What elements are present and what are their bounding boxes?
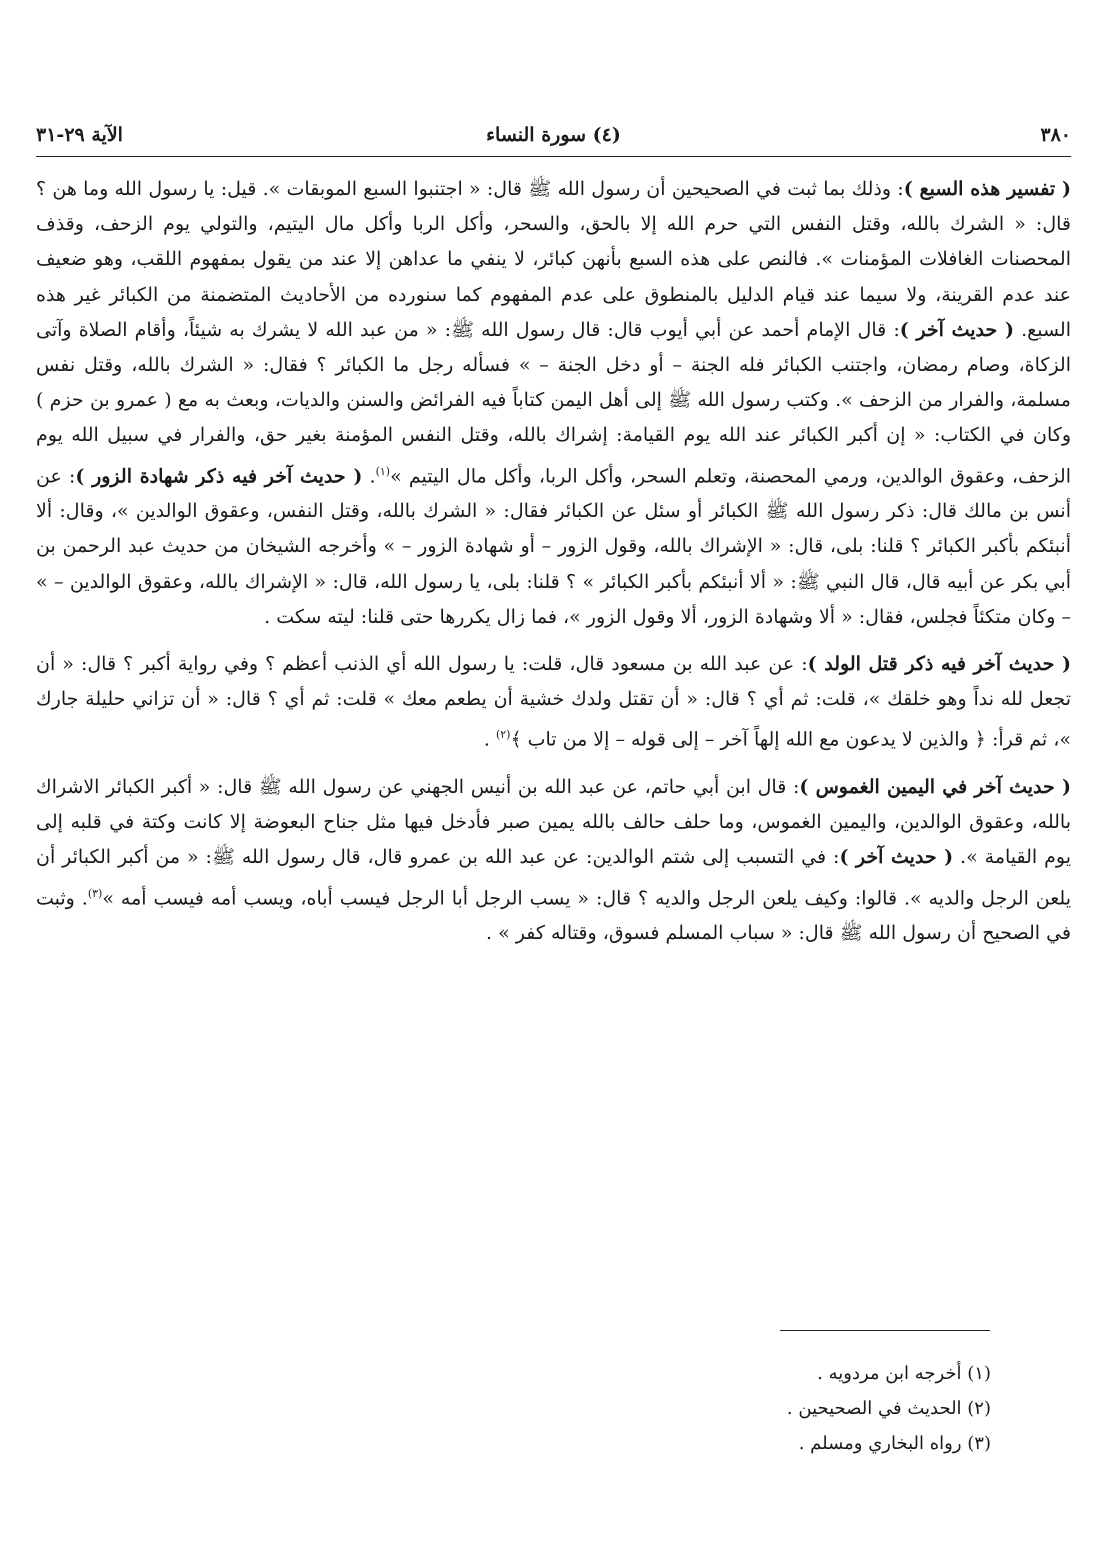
- main-text: [36, 172, 1071, 951]
- footnote-ref[interactable]: (٣): [87, 886, 103, 900]
- paragraph: [36, 770, 1071, 951]
- section-heading: ( حديث آخر ): [839, 846, 954, 869]
- footnote-rule: [780, 1330, 990, 1331]
- section-heading: ( تفسير هذه السبع ): [903, 178, 1071, 200]
- text-run: .: [362, 464, 376, 487]
- running-header: [36, 120, 1071, 152]
- section-heading: ( حديث آخر فيه ذكر قتل الولد ): [807, 652, 1072, 675]
- footnote-ref[interactable]: (٢): [495, 728, 511, 742]
- footnote-1: (١) أخرجه ابن مردويه .: [817, 1363, 991, 1384]
- text-run: : عن أنس بن مالك قال: ذكر رسول الله ﷺ الكبائر أو سئل عن الكبائر فقال: « الشرك بالله، وقتل النفس، وعقوق الوالدين »، وقال: ألا أنبئكم بأكبر الكبائر ؟ قلنا: بلى، قال: « الإشراك بالله، وقول الزور – أو شهادة الزور – » وأخرجه الشيخان من حديث عبد الرحمن بن أبي بكر عن أبيه قال، قال النبي ﷺ: « ألا أنبئكم بأكبر الكبائر » ؟ قلنا: بلى، يا رسول الله، قال: « الإشراك بالله، وعقوق الوالدين – » – وكان متكئاً فجلس، فقال: « ألا وشهادة الزور، ألا وقول الزور »، فما زال يكررها حتى قلنا: ليته سكت .: [36, 464, 1071, 628]
- text-run: : عن عبد الله بن مسعود قال، قلت: يا رسول الله أي الذنب أعظم ؟ وفي رواية أكبر ؟ قال: « أن تجعل لله نداً وهو خلقك »، قلت: ثم أي ؟ قال: « أن تقتل ولدك خشية أن يطعم معك » قلت: ثم أي ؟ قال: « أن تزاني حليلة جارك »، ثم قرأ: ﴿ والذين لا يدعون مع الله إلهاً آخر – إلى قوله – إلا من تاب ﴾: [36, 652, 1071, 751]
- footnote-ref[interactable]: (١): [375, 464, 391, 478]
- surah-title: (٤) سورة النساء: [486, 124, 621, 146]
- footnotes: [491, 1356, 991, 1461]
- text-run: : وذلك بما ثبت في الصحيحين أن رسول الله ﷺ قال: « اجتنبوا السبع الموبقات ». قيل: يا رسول الله وما هن ؟ قال: « الشرك بالله، وقتل النفس التي حرم الله إلا بالحق، والسحر، وأكل الربا وأكل مال اليتيم، والتولي يوم الزحف، وقذف المحصنات الغافلات المؤمنات ». فالنص على هذه السبع بأنهن كبائر، لا ينفي ما عداهن إلا عند من يقول بمفهوم اللقب، وهو ضعيف عند عدم القرينة، ولا سيما عند قيام الدليل بالمنطوق على عدم المفهوم كما سنورده من الأحاديث المتضمنة من الكبائر غير هذه السبع.: [36, 178, 1071, 341]
- text-run: .: [483, 728, 496, 751]
- footnote-2: (٢) الحديث في الصحيحين .: [786, 1398, 991, 1419]
- text-run: . وثبت في الصحيح أن رسول الله ﷺ قال: « سباب المسلم فسوق، وقتاله كفر » .: [36, 886, 1071, 945]
- section-heading: ( حديث آخر ): [899, 318, 1014, 341]
- text-run: : في التسبب إلى شتم الوالدين: عن عبد الله بن عمرو قال، قال رسول الله ﷺ: « من أكبر الكبائر أن يلعن الرجل والديه ». قالوا: وكيف يلعن الرجل والديه ؟ قال: « يسب الرجل أبا الرجل فيسب أباه، ويسب أمه فيسب أمه »: [36, 846, 1072, 909]
- header-rule: [36, 156, 1071, 157]
- paragraph: [36, 647, 1071, 758]
- text-run: : قال ابن أبي حاتم، عن عبد الله بن أنيس الجهني عن رسول الله ﷺ قال: « أكبر الكبائر الاشراك بالله، وعقوق الوالدين، واليمين الغموس، وما حلف حالف بالله يمين صبر فأدخل فيها مثل جناح البعوضة إلا كانت وكتة في قلبه إلى يوم القيامة ».: [36, 775, 1071, 869]
- section-heading: ( حديث آخر في اليمين الغموس ): [799, 775, 1071, 798]
- page-number: ٣٨٠: [1040, 124, 1071, 146]
- paragraph: [36, 172, 1071, 635]
- ayah-range: الآية ٢٩-٣١: [36, 124, 123, 146]
- text-run: : قال الإمام أحمد عن أبي أيوب قال: قال رسول الله ﷺ: « من عبد الله لا يشرك به شيئاً، وأقام الصلاة وآتى الزكاة، وصام رمضان، واجتنب الكبائر فله الجنة – أو دخل الجنة – » فسأله رجل ما الكبائر ؟ فقال: « الشرك بالله، وقتل نفس مسلمة، والفرار من الزحف ». وكتب رسول الله ﷺ إلى أهل اليمن كتاباً فيه الفرائض والسنن والديات، وبعث به مع ( عمرو بن حزم ) وكان في الكتاب: « إن أكبر الكبائر عند الله يوم القيامة: إشراك بالله، وقتل النفس المؤمنة بغير حق، والفرار في سبيل الله يوم الزحف، وعقوق الوالدين، ورمي المحصنة، وتعلم السحر، وأكل الربا، وأكل مال اليتيم »: [36, 318, 1071, 487]
- footnote-3: (٣) رواه البخاري ومسلم .: [798, 1433, 991, 1454]
- section-heading: ( حديث آخر فيه ذكر شهادة الزور ): [75, 464, 363, 487]
